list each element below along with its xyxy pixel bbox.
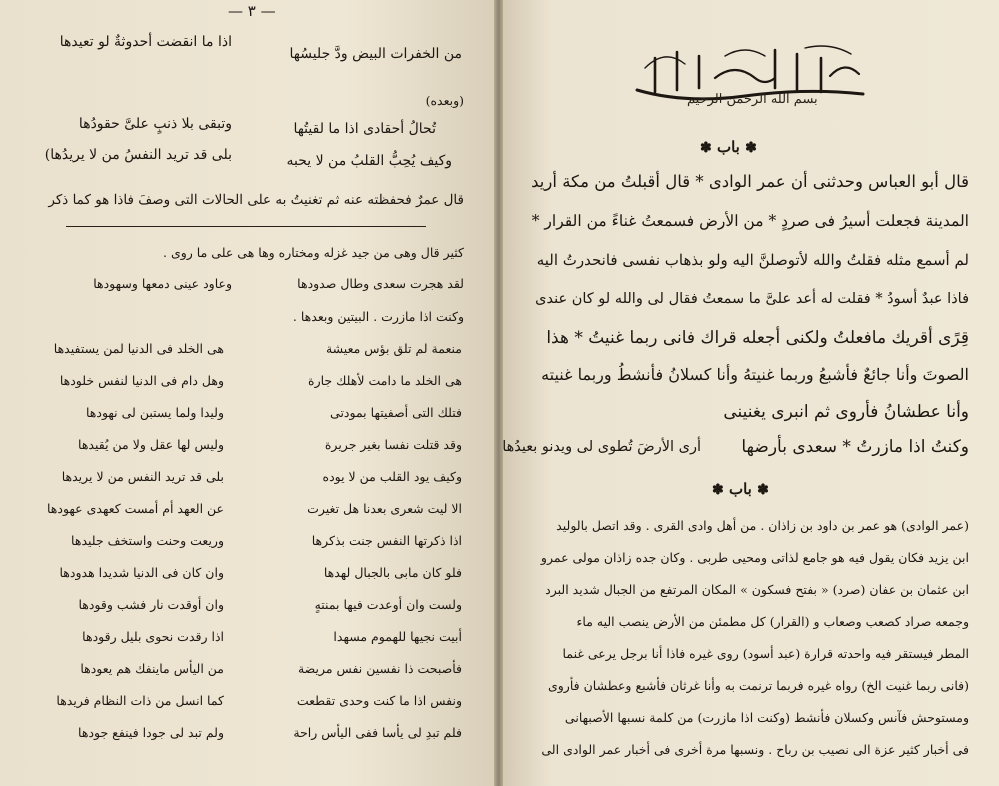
section-1-verse-right: وكنتُ اذا مازرتُ * سعدى بأرضها	[741, 437, 969, 457]
left-prose-line: قال عمرٌ فحفظته عنه ثم تغنيتُ به على الحالات التى وصفَ فاذا هو كما ذكر	[48, 192, 464, 208]
verse-right-7: اذا ذكرتها النفس جنت بذكرها	[311, 533, 462, 548]
section-1-line-3: لم أسمع مثله فقلتُ والله لأتوصلنَّ اليه ولو بذهاب نفسى فانحدرتُ اليه	[536, 251, 969, 269]
top-verse-left-1: اذا ما انقضت أحدوثةٌ لو تعيدها	[59, 34, 232, 50]
top-verse-left-2: وتبقى بلا ذنبٍ علىَّ حقودُها	[78, 116, 232, 132]
verse-left-1: هى الخلد فى الدنيا لمن يستفيدها	[53, 341, 224, 356]
verse-left-6: عن العهد أم أمست كعهدى عهودها	[46, 501, 224, 516]
section-1-heading	[700, 138, 757, 156]
top-verse-right-2: تُحالُ أحقادى اذا ما لقيتُها	[293, 121, 436, 137]
section-1-line-5: قِرًى أقريك مافعلتُ ولكنى أجعله قراك فانى ربما غنيتُ * هذا	[546, 328, 969, 348]
verse-right-5: وكيف يود القلب من لا يوده	[322, 469, 462, 484]
section-1-verse-left: أرى الأرضَ تُطوى لى ويدنو بعيدُها	[502, 439, 701, 455]
top-verse-right-1: من الخفرات البيض ودَّ جليسُها	[289, 46, 462, 62]
section-2-line-1: (عمر الوادى) هو عمر بن داود بن زاذان . من أهل وادى القرى . وقد اتصل بالوليد	[556, 518, 969, 533]
section-2-line-6: (فانى ربما غنيت الخ) رواه غيره فربما ترنمت به وأنا غرثان فأشبع وعطشان فأروى	[547, 678, 969, 693]
section-2-line-3: ابن عثمان بن عفان (صرد) « بفتح فسكون » المكان المرتفع من الجبال شديد البرد	[545, 582, 969, 597]
verse-left-5: بلى قد تريد النفس من لا يريدها	[61, 469, 224, 484]
section-1-line-7: وأنا عطشانُ فأروى ثم انبرى يغنينى	[723, 402, 969, 422]
ornament-right-icon: ✽	[745, 140, 757, 156]
section-2-heading	[712, 480, 769, 498]
section-1-title: باب	[716, 138, 740, 156]
verse-right-12: ونفس اذا ما كنت وحدى تقطعت	[296, 693, 462, 708]
section-2-line-5: المطر فيستقر فيه واحدته قرارة (عبد أسود) روى غيره فاذا أنا برجل يرعى غنما	[562, 646, 969, 661]
verse-left-3: وليدا ولما يستبن لى نهودها	[85, 405, 224, 420]
intro-line-1: كثير قال وهى من جيد غزله ومختاره وها هى على ما روى .	[163, 245, 464, 260]
section-1-line-1: قال أبو العباس وحدثنى أن عمر الوادى * قال أقبلتُ من مكة أريد	[531, 172, 969, 191]
verse-right-10: أبيت نجيها للهموم مسهدا	[333, 629, 462, 644]
verse-right-8: فلو كان مابى بالجبال لهدها	[323, 565, 462, 580]
verse-left-9: وان أوقدت نار فشب وقودها	[78, 597, 224, 612]
verse-right-13: فلم تبدِ لى يأسا ففى اليأس راحة	[293, 725, 462, 740]
verse-right-11: فأصبحت ذا نفسين نفس مريضة	[297, 661, 462, 676]
ornament-left-icon: ✽	[700, 140, 712, 156]
section-1-line-6: الصوتَ وأنا جائعٌ فأشبعُ وربما غنيتهُ وأنا كسلانُ فأنشطُ وربما غنيته	[541, 365, 969, 384]
verse-left-12: كما انسل من ذات النظام فريدها	[56, 693, 224, 708]
basmala-calligraphy	[625, 38, 877, 112]
intro-verse-left: وعاود عينى دمعها وسهودها	[93, 276, 232, 291]
verse-left-8: وان كان فى الدنيا شديدا هدودها	[59, 565, 224, 580]
section-1-line-2: المدينة فجعلت أسيرُ فى صردٍ * من الأرض فسمعتُ غناءً من القرار *	[531, 212, 969, 230]
verse-right-4: وقد قتلت نفسا بغير جريرة	[324, 437, 462, 452]
left-divider	[66, 226, 426, 227]
section-2-title: باب	[728, 480, 752, 498]
top-verse-right-3: وكيف يُحِبُّ القلبُ من لا يحبه	[286, 153, 452, 169]
verse-left-11: من اليأس ماينفك هم يعودها	[80, 661, 224, 676]
verse-right-1: منعمة لم تلق بؤس معيشة	[325, 341, 462, 356]
ornament-right-icon: ✽	[757, 482, 769, 498]
section-2-line-8: فى أخبار كثير عزة الى نصيب بن رباح . ونسبها مرة أخرى فى أخبار عمر الوادى الى	[541, 742, 969, 757]
section-2-line-2: ابن يزيد فكان يقول فيه هو جامع لذاتى ومحيى طربى . وكان جده زاذان مولى عمرو	[540, 550, 969, 565]
verse-left-2: وهل دام فى الدنيا لنفس خلودها	[59, 373, 224, 388]
section-1-line-4: فاذا عبدٌ أسودُ * فقلت له أعد علىَّ ما سمعتُ فقال لى والله لو كان عندى	[535, 291, 969, 307]
intro-verse-right: لقد هجرت سعدى وطال صدودها	[297, 276, 464, 291]
intro-line-2: وكنت اذا مازرت . البيتين وبعدها .	[292, 309, 464, 324]
top-verse-left-3: بلى قد تريد النفسُ من لا يريدُها)	[44, 147, 232, 163]
verse-right-3: فتلك التى أصفيتها بمودتى	[330, 405, 462, 420]
section-2-line-4: وجمعه صراد كصعب وصعاب و (القرار) كل مطمئن من الأرض ينصب اليه ماء	[576, 614, 969, 629]
ornament-left-icon: ✽	[712, 482, 724, 498]
basmala-text: بسم الله الرحمن الرحيم	[687, 92, 818, 107]
verse-left-10: اذا رقدت نحوى بليل رقودها	[82, 629, 224, 644]
book-gutter	[494, 0, 503, 786]
right-page	[503, 0, 999, 786]
verse-left-7: وريعت وحنت واستخف جليدها	[71, 533, 224, 548]
top-verse-note: (وبعده)	[425, 93, 464, 108]
verse-right-9: ولست وان أوعدت فيها بمنتهٍ	[314, 597, 462, 612]
verse-right-2: هى الخلد ما دامت لأهلك جارة	[308, 373, 462, 388]
section-2-line-7: ومستوحش فآنس وكسلان فأنشط (وكنت اذا مازرت) من كلمة نسبها الأصبهانى	[564, 710, 969, 725]
left-page	[0, 0, 494, 786]
verse-right-6: الا ليت شعرى بعدنا هل تغيرت	[307, 501, 462, 516]
verse-left-13: ولم تبد لى جودا فينفع جودها	[78, 725, 224, 740]
page-number: — ٣ —	[228, 2, 276, 20]
verse-left-4: وليس لها عقل ولا من يُقيدها	[78, 437, 224, 452]
